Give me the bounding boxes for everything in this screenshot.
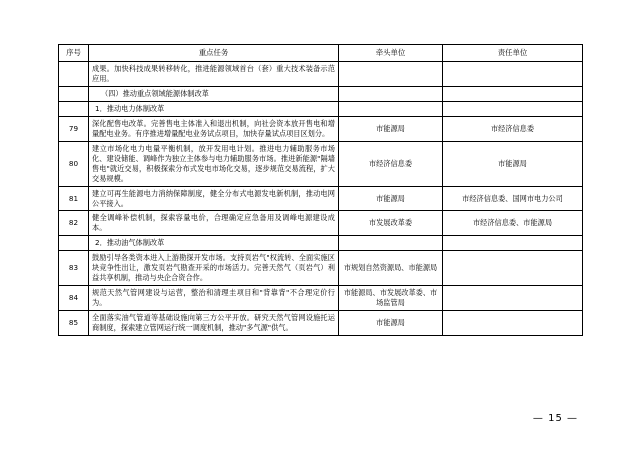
cell-no: 83 [59,251,89,286]
column-header-no: 序号 [59,45,89,62]
table-row-subsection [59,102,583,117]
table-row [59,116,583,141]
cell-resp [443,310,583,335]
tasks-table [58,44,583,336]
table-row [59,62,583,87]
table-row [59,141,583,186]
table-row [59,186,583,211]
table-header-row [59,45,583,62]
cell-lead: 市规划自然资源局、市能源局 [339,251,443,286]
cell-lead [339,236,443,251]
cell-no: 82 [59,211,89,236]
cell-task: 规范天然气管网建设与运营，整治和清理圭项目和"背靠背"不合理定价行为。 [89,286,339,311]
table-row [59,286,583,311]
cell-resp: 市经济信息委、市能源局 [443,211,583,236]
cell-task: 全面落实油气管道等基础设施向第三方公平开放。研究天然气管网设施托运商制度，探索建立管网运行统一调度机制，推动"多气源"供气。 [89,310,339,335]
cell-task: 建立可再生能源电力消纳保障制度，健全分布式电源发电新机制，推动电网公平接入。 [89,186,339,211]
cell-resp: 市能源局 [443,141,583,186]
cell-resp [443,251,583,286]
cell-lead [339,62,443,87]
cell-no: 79 [59,116,89,141]
cell-resp: 市经济信息委、国网市电力公司 [443,186,583,211]
table-row-section [59,87,583,102]
table-row-subsection [59,236,583,251]
cell-task: 健全调峰补偿机制，探索容量电价，合理确定应急备用及调峰电源建设成本。 [89,211,339,236]
cell-lead: 市能源局 [339,116,443,141]
page-number: — 15 — [532,413,578,424]
column-header-task: 重点任务 [89,45,339,62]
cell-task: 鼓励引导各类资本进入上游勘探开发市场。支持页岩气"权流转、全面实施区块竞争性出让，激发页岩气勘查开采的市场活力。完善天然气（页岩气）利益共享机制，推动与央企合资合作。 [89,251,339,286]
cell-lead: 市经济信息委 [339,141,443,186]
cell-no: 84 [59,286,89,311]
cell-no [59,236,89,251]
column-header-resp: 责任单位 [443,45,583,62]
cell-lead [339,87,443,102]
cell-resp [443,87,583,102]
table-row [59,251,583,286]
cell-resp [443,62,583,87]
cell-resp [443,236,583,251]
cell-resp [443,286,583,311]
cell-lead: 市能源局、市发展改革委、市场监管局 [339,286,443,311]
cell-resp [443,102,583,117]
cell-no [59,87,89,102]
cell-task: 2．推动油气体制改革 [89,236,339,251]
cell-lead: 市发展改革委 [339,211,443,236]
cell-no [59,102,89,117]
table-row [59,211,583,236]
column-header-lead: 牵头单位 [339,45,443,62]
cell-task: 深化配售电改革。完善售电主体准入和退出机制，向社会资本放开售电和增量配电业务。有序推进增量配电业务试点项目，加快存量试点项目区划分。 [89,116,339,141]
cell-resp: 市经济信息委 [443,116,583,141]
cell-lead [339,102,443,117]
cell-no: 81 [59,186,89,211]
cell-task: 成果。加快科技成果转移转化，推进能源领域首台（套）重大技术装备示范应用。 [89,62,339,87]
cell-no [59,62,89,87]
cell-task: （四）推动重点领域能源体制改革 [89,87,339,102]
cell-task: 建立市场化电力电量平衡机制，放开发用电计划。推进电力辅助服务市场化、建设储能、调峰作为独立主体参与电力辅助服务市场。推进新能源"隔墙售电"就近交易，积极探索分布式发电市场化交易，逐步规范交易流程，扩大交易规模。 [89,141,339,186]
cell-lead: 市能源局 [339,310,443,335]
cell-no: 80 [59,141,89,186]
cell-no: 85 [59,310,89,335]
cell-lead: 市能源局 [339,186,443,211]
table-row [59,310,583,335]
cell-task: 1．推动电力体制改革 [89,102,339,117]
